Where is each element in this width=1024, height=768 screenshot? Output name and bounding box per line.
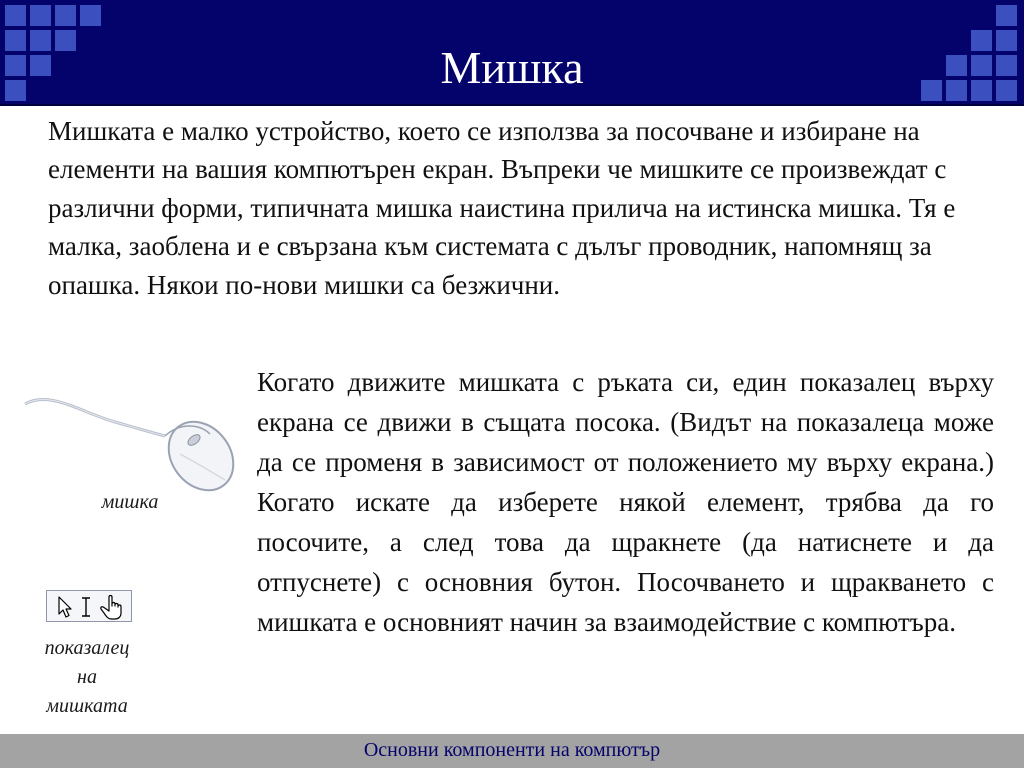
pointer-caption-line-2: на xyxy=(77,666,97,688)
slide-header xyxy=(0,0,1024,106)
pointer-caption-line-3: мишката xyxy=(46,695,128,717)
pointer-caption xyxy=(22,634,152,721)
intro-paragraph: Мишката е малко устройство, което се използва за посочване и избиране на елементи на вашия компютърен екран. Въпреки че мишките се произвеждат с различни форми, типичната мишка наистина прилича на истинска мишка. Тя е малка, заоблена и е свързана към системата с дълъг проводник, напомнящ за опашка. Някои по-нови мишки са безжични. xyxy=(48,116,956,300)
text-cursor-icon xyxy=(82,598,90,616)
slide-footer xyxy=(0,734,1024,768)
slide-title: Мишка xyxy=(440,42,584,93)
arrow-pointer-icon xyxy=(59,597,71,617)
body-paragraph: Когато движите мишката с ръката си, един показалец върху екрана се движи в същата посока. (Видът на показалеца може да се променя в зависимост от положението му върху екрана.) Когато искате да изберете някой елемент, трябва да го посочите, а след това да щракнете (да натиснете и да отпуснете) с основния бутон. Посочването и щракването с мишката е основният начин за взаимодействие с компютъра. xyxy=(257,367,994,637)
hand-pointer-icon xyxy=(101,596,121,620)
mouse-caption: мишка xyxy=(101,491,159,513)
pointer-shapes-box xyxy=(46,590,132,622)
computer-mouse-illustration xyxy=(20,392,240,496)
footer-text: Основни компоненти на компютър xyxy=(363,739,661,761)
pointer-caption-line-1: показалец xyxy=(44,637,130,659)
